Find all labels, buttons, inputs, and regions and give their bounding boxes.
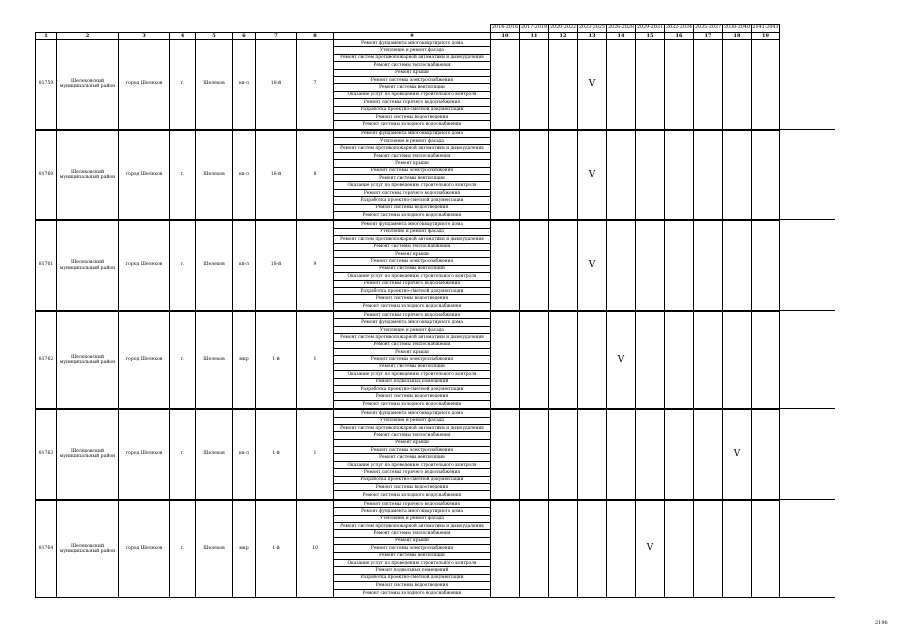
period-cell xyxy=(635,220,664,310)
works-list xyxy=(333,130,490,220)
work-item: Ремонт системы вентиляции xyxy=(334,454,490,461)
column-number-cell: 12 xyxy=(548,32,577,39)
period-cell xyxy=(751,409,780,499)
work-item: Ремонт крыши xyxy=(334,538,490,545)
locality-type-cell: г. xyxy=(169,500,195,597)
work-item: Ремонт систем противопожарной автоматики и дымоудаления xyxy=(334,523,490,530)
period-header-cell: 2026-2028 xyxy=(607,25,635,31)
period-cell xyxy=(635,130,664,220)
work-item: Ремонт системы горячего водоснабжения xyxy=(334,281,490,288)
period-cell xyxy=(635,311,664,408)
column-number-cell: 7 xyxy=(255,32,296,39)
period-cell xyxy=(751,311,780,408)
work-item: Разработка проектно-сметной документации xyxy=(334,386,490,393)
period-cell xyxy=(751,220,780,310)
work-item: Ремонт систем противопожарной автоматики и дымоудаления xyxy=(334,145,490,152)
period-header-spacer xyxy=(169,24,195,32)
street-type-cell: кв-л xyxy=(232,409,255,499)
work-item: Ремонт системы вентиляции xyxy=(334,364,490,371)
work-item: Ремонт фундамента многоквартирного дома xyxy=(334,221,490,228)
period-header-spacer xyxy=(255,24,296,32)
period-cell xyxy=(693,409,722,499)
locality-type-cell: г. xyxy=(169,39,195,129)
house-id-cell: 81763 xyxy=(35,409,56,499)
column-number-cell: 4 xyxy=(169,32,195,39)
works-list xyxy=(333,220,490,310)
settlement-cell: город Шелехов xyxy=(118,39,169,129)
street-type-cell: кв-л xyxy=(232,130,255,220)
period-cell xyxy=(693,220,722,310)
district-cell: Шелеховский муниципальный район xyxy=(56,409,118,499)
work-item: Ремонт крыши xyxy=(334,70,490,77)
work-item: Ремонт систем противопожарной автоматики и дымоудаления xyxy=(334,334,490,341)
house-id-cell: 81760 xyxy=(35,130,56,220)
period-cell xyxy=(722,500,751,597)
work-item: Утепление и ремонт фасада xyxy=(334,516,490,523)
period-mark: V xyxy=(722,409,751,499)
work-item: Ремонт системы теплоснабжения xyxy=(334,342,490,349)
work-item: Ремонт системы теплоснабжения xyxy=(334,432,490,439)
house-number-cell: 10 xyxy=(296,500,333,597)
column-number-cell: 1 xyxy=(35,32,56,39)
column-number-cell: 5 xyxy=(195,32,232,39)
period-cell xyxy=(606,39,635,129)
period-cell xyxy=(635,39,664,129)
period-header-cell: 2029-2031 xyxy=(636,25,664,31)
street-type-cell: мкр xyxy=(232,500,255,597)
period-cell xyxy=(606,130,635,220)
work-item: Ремонт системы вентиляции xyxy=(334,175,490,182)
period-header-cell: 2041-2043 xyxy=(752,25,779,31)
locality-cell: Шелехов xyxy=(195,39,232,129)
district-cell: Шелеховский муниципальный район xyxy=(56,500,118,597)
period-cell xyxy=(664,500,693,597)
period-cell xyxy=(490,130,519,220)
work-item: Ремонт системы горячего водоснабжения xyxy=(334,312,490,319)
period-cell xyxy=(548,220,577,310)
work-item: Ремонт систем противопожарной автоматики и дымоудаления xyxy=(334,236,490,243)
period-cell xyxy=(490,500,519,597)
period-cell xyxy=(548,311,577,408)
street-cell: 18-й xyxy=(255,39,296,129)
work-item: Ремонт системы горячего водоснабжения xyxy=(334,190,490,197)
period-cell xyxy=(606,409,635,499)
period-cell xyxy=(519,130,548,220)
street-cell: 18-й xyxy=(255,130,296,220)
house-id-cell: 81759 xyxy=(35,39,56,129)
period-header-cell: 2020-2022 xyxy=(549,25,577,31)
work-item: Ремонт системы горячего водоснабжения xyxy=(334,99,490,106)
work-item: Ремонт систем противопожарной автоматики и дымоудаления xyxy=(334,425,490,432)
district-cell: Шелеховский муниципальный район xyxy=(56,130,118,220)
period-cell xyxy=(722,220,751,310)
period-cell xyxy=(490,39,519,129)
work-item: Ремонт фундамента многоквартирного дома xyxy=(334,319,490,326)
house-number-cell: 1 xyxy=(296,311,333,408)
work-item: Ремонт крыши xyxy=(334,160,490,167)
work-item: Ремонт системы водоотведения xyxy=(334,114,490,121)
period-cell xyxy=(664,409,693,499)
period-cell xyxy=(519,409,548,499)
work-item: Ремонт системы электроснабжения xyxy=(334,356,490,363)
work-item: Ремонт крыши xyxy=(334,349,490,356)
street-cell: 1-й xyxy=(255,409,296,499)
work-item: Ремонт фундамента многоквартирного дома xyxy=(334,131,490,138)
period-header-spacer xyxy=(118,24,169,32)
locality-type-cell: г. xyxy=(169,409,195,499)
column-number-row xyxy=(35,32,835,39)
locality-type-cell: г. xyxy=(169,311,195,408)
work-item: Ремонт системы водоотведения xyxy=(334,393,490,400)
work-item: Ремонт системы горячего водоснабжения xyxy=(334,469,490,476)
locality-cell: Шелехов xyxy=(195,409,232,499)
work-item: Ремонт системы электроснабжения xyxy=(334,258,490,265)
period-header-cell: 2038-2040 xyxy=(723,25,751,31)
work-item: Ремонт системы холодного водоснабжения xyxy=(362,122,462,128)
work-item: Ремонт фундамента многоквартирного дома xyxy=(334,40,490,47)
settlement-cell: город Шелехов xyxy=(118,409,169,499)
period-cell xyxy=(635,409,664,499)
period-cell xyxy=(519,500,548,597)
work-item: Ремонт системы холодного водоснабжения xyxy=(362,492,462,498)
work-item: Ремонт системы вентиляции xyxy=(334,84,490,91)
house-number-cell: 9 xyxy=(296,220,333,310)
street-type-cell: кв-л xyxy=(232,220,255,310)
work-item: Утепление и ремонт фасада xyxy=(334,418,490,425)
work-item: Оказание услуг по проведению строительного контроля xyxy=(334,371,490,378)
period-mark: V xyxy=(635,500,664,597)
period-cell xyxy=(722,130,751,220)
period-cell xyxy=(577,409,606,499)
period-header-cell: 2023-2025 xyxy=(578,25,606,31)
street-cell: 1-й xyxy=(255,500,296,597)
column-number-cell: 11 xyxy=(519,32,548,39)
work-item: Оказание услуг по проведению строительного контроля xyxy=(334,273,490,280)
work-item: Ремонт системы водоотведения xyxy=(334,582,490,589)
work-item: Ремонт системы вентиляции xyxy=(334,553,490,560)
table-row xyxy=(35,500,835,598)
column-number-cell: 14 xyxy=(606,32,635,39)
period-cell xyxy=(664,39,693,129)
work-item: Ремонт системы холодного водоснабжения xyxy=(362,401,462,407)
work-item: Ремонт фундамента многоквартирного дома xyxy=(334,508,490,515)
house-number-cell: 8 xyxy=(296,130,333,220)
locality-cell: Шелехов xyxy=(195,130,232,220)
period-mark: V xyxy=(577,130,606,220)
district-cell: Шелеховский муниципальный район xyxy=(56,311,118,408)
column-number-cell: 19 xyxy=(751,32,780,39)
table-row xyxy=(35,130,835,221)
work-item: Оказание услуг по проведению строительного контроля xyxy=(334,560,490,567)
period-mark: V xyxy=(577,220,606,310)
period-cell xyxy=(577,500,606,597)
period-cell xyxy=(664,220,693,310)
work-item: Разработка проектно-сметной документации xyxy=(334,575,490,582)
column-number-cell: 15 xyxy=(635,32,664,39)
work-item: Ремонт системы теплоснабжения xyxy=(334,62,490,69)
street-type-cell: мкр xyxy=(232,311,255,408)
column-number-cell: 16 xyxy=(664,32,693,39)
house-id-cell: 81761 xyxy=(35,220,56,310)
records-body xyxy=(35,39,835,598)
works-list xyxy=(333,409,490,499)
period-cell xyxy=(548,409,577,499)
page-number: 2196 xyxy=(875,620,888,626)
period-cell xyxy=(693,39,722,129)
district-cell: Шелеховский муниципальный район xyxy=(56,39,118,129)
works-list xyxy=(333,39,490,129)
period-cell xyxy=(577,311,606,408)
column-number-cell: 10 xyxy=(490,32,519,39)
column-number-cell: 13 xyxy=(577,32,606,39)
period-cell xyxy=(519,39,548,129)
works-list xyxy=(333,500,490,597)
period-cell xyxy=(519,311,548,408)
work-item: Ремонт систем противопожарной автоматики и дымоудаления xyxy=(334,55,490,62)
work-item: Утепление и ремонт фасада xyxy=(334,327,490,334)
period-cell xyxy=(751,500,780,597)
work-item: Оказание услуг по проведению строительного контроля xyxy=(334,92,490,99)
period-header-spacer xyxy=(232,24,255,32)
work-item: Ремонт системы электроснабжения xyxy=(334,168,490,175)
work-item: Ремонт системы теплоснабжения xyxy=(334,530,490,537)
house-id-cell: 81764 xyxy=(35,500,56,597)
district-cell: Шелеховский муниципальный район xyxy=(56,220,118,310)
period-header-spacer xyxy=(296,24,333,32)
table-row xyxy=(35,311,835,409)
period-cell xyxy=(722,311,751,408)
period-cell xyxy=(548,130,577,220)
period-cell xyxy=(722,39,751,129)
work-item: Ремонт системы водоотведения xyxy=(334,295,490,302)
house-number-cell: 1 xyxy=(296,409,333,499)
works-list xyxy=(333,311,490,408)
period-header-cell: 2017-2019 xyxy=(520,25,548,31)
table-row xyxy=(35,409,835,500)
period-cell xyxy=(519,220,548,310)
work-item: Утепление и ремонт фасада xyxy=(334,229,490,236)
period-mark: V xyxy=(606,311,635,408)
period-cell xyxy=(606,220,635,310)
period-mark: V xyxy=(577,39,606,129)
street-cell: 1-й xyxy=(255,311,296,408)
period-header-spacer xyxy=(56,24,118,32)
period-cell xyxy=(490,311,519,408)
house-id-cell: 81762 xyxy=(35,311,56,408)
work-item: Ремонт крыши xyxy=(334,440,490,447)
settlement-cell: город Шелехов xyxy=(118,311,169,408)
locality-cell: Шелехов xyxy=(195,500,232,597)
program-table xyxy=(35,24,835,598)
column-number-cell: 9 xyxy=(333,32,490,39)
work-item: Ремонт крыши xyxy=(334,251,490,258)
period-cell xyxy=(548,500,577,597)
period-cell xyxy=(664,130,693,220)
period-header-cell: 2035-2037 xyxy=(694,25,722,31)
work-item: Утепление и ремонт фасада xyxy=(334,138,490,145)
locality-cell: Шелехов xyxy=(195,220,232,310)
locality-type-cell: г. xyxy=(169,130,195,220)
locality-cell: Шелехов xyxy=(195,311,232,408)
locality-type-cell: г. xyxy=(169,220,195,310)
period-cell xyxy=(548,39,577,129)
column-number-cell: 3 xyxy=(118,32,169,39)
period-header-spacer xyxy=(195,24,232,32)
house-number-cell: 7 xyxy=(296,39,333,129)
work-item: Разработка проектно-сметной документации xyxy=(334,197,490,204)
period-cell xyxy=(606,500,635,597)
period-cell xyxy=(664,311,693,408)
settlement-cell: город Шелехов xyxy=(118,130,169,220)
street-cell: 18-й xyxy=(255,220,296,310)
work-item: Ремонт системы электроснабжения xyxy=(334,545,490,552)
column-number-cell: 2 xyxy=(56,32,118,39)
column-number-cell: 6 xyxy=(232,32,255,39)
work-item: Ремонт системы холодного водоснабжения xyxy=(362,590,462,596)
period-cell xyxy=(693,130,722,220)
period-header-cell: 2032-2034 xyxy=(665,25,693,31)
work-item: Разработка проектно-сметной документации xyxy=(334,107,490,114)
period-header-spacer xyxy=(333,24,490,32)
period-cell xyxy=(693,311,722,408)
work-item: Оказание услуг по проведению строительного контроля xyxy=(334,182,490,189)
column-number-cell: 8 xyxy=(296,32,333,39)
period-cell xyxy=(490,409,519,499)
work-item: Ремонт системы холодного водоснабжения xyxy=(362,303,462,309)
settlement-cell: город Шелехов xyxy=(118,220,169,310)
settlement-cell: город Шелехов xyxy=(118,500,169,597)
period-cell xyxy=(751,39,780,129)
column-number-cell: 18 xyxy=(722,32,751,39)
period-cell xyxy=(490,220,519,310)
period-header-cell: 2014-2016 xyxy=(491,25,519,31)
period-cell xyxy=(751,130,780,220)
work-item: Ремонт системы теплоснабжения xyxy=(334,153,490,160)
column-number-cell: 17 xyxy=(693,32,722,39)
period-header-row xyxy=(35,24,835,32)
work-item: Ремонт системы водоотведения xyxy=(334,205,490,212)
table-row xyxy=(35,220,835,311)
work-item: Разработка проектно-сметной документации xyxy=(334,477,490,484)
work-item: Утепление и ремонт фасада xyxy=(334,47,490,54)
work-item: Оказание услуг по проведению строительного контроля xyxy=(334,462,490,469)
work-item: Ремонт подвальных помещений xyxy=(334,567,490,574)
work-item: Разработка проектно-сметной документации xyxy=(334,288,490,295)
work-item: Ремонт системы водоотведения xyxy=(334,484,490,491)
work-item: Ремонт подвальных помещений xyxy=(334,379,490,386)
work-item: Ремонт фундамента многоквартирного дома xyxy=(334,410,490,417)
work-item: Ремонт системы вентиляции xyxy=(334,266,490,273)
street-type-cell: кв-л xyxy=(232,39,255,129)
work-item: Ремонт системы горячего водоснабжения xyxy=(334,501,490,508)
work-item: Ремонт системы холодного водоснабжения xyxy=(362,213,462,219)
period-header-spacer xyxy=(35,24,56,32)
work-item: Ремонт системы теплоснабжения xyxy=(334,244,490,251)
work-item: Ремонт системы электроснабжения xyxy=(334,447,490,454)
period-cell xyxy=(693,500,722,597)
work-item: Ремонт системы электроснабжения xyxy=(334,77,490,84)
table-row xyxy=(35,39,835,130)
